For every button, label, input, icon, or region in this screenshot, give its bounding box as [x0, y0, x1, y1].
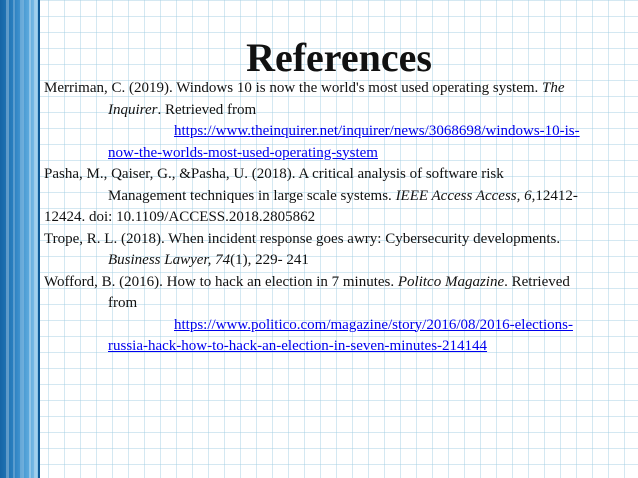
reference-journal: Inquirer	[108, 101, 158, 118]
reference-text: (1), 229- 241	[230, 252, 309, 268]
reference-text: Merriman, C. (2019). Windows 10 is now the world's most used operating system.	[44, 80, 543, 96]
band-stripe	[29, 0, 31, 478]
reference-journal: IEEE Access Access, 6	[395, 187, 532, 204]
reference-link-theinquirer-cont[interactable]: now-the-worlds-most-used-operating-system	[108, 144, 378, 161]
slide-title: References	[246, 35, 432, 80]
reference-text: . Retrieved from	[157, 101, 257, 118]
reference-trope-line1: Trope, R. L. (2018). When incident response goes awry: Cybersecurity developments.	[44, 230, 561, 247]
reference-journal: Politco Magazine	[397, 273, 505, 290]
reference-merriman-line2	[44, 100, 620, 122]
reference-pasha-line2	[44, 186, 620, 208]
reference-trope-line2	[44, 250, 620, 272]
reference-wofford-line1	[44, 272, 620, 294]
band-stripe	[34, 0, 37, 478]
reference-journal: Business Lawyer, 74	[108, 252, 231, 268]
reference-link-theinquirer[interactable]: https://www.theinquirer.net/inquirer/news/3068698/windows-10-is-	[174, 123, 580, 139]
reference-link-politico[interactable]: https://www.politico.com/magazine/story/2016/08/2016-elections-	[174, 316, 573, 333]
reference-text: Wofford, B. (2016). How to hack an election in 7 minutes.	[44, 273, 398, 290]
reference-pasha-line3: 12424. doi: 10.1109/ACCESS.2018.2805862	[44, 209, 316, 225]
reference-text: ,12412-	[531, 187, 578, 204]
band-stripe	[20, 0, 24, 478]
reference-journal: The	[542, 80, 565, 96]
reference-text: . Retrieved	[504, 273, 570, 290]
reference-link-politico-cont[interactable]: russia-hack-how-to-hack-an-election-in-seven-minutes-214144	[108, 338, 488, 354]
band-stripe	[13, 0, 15, 478]
left-decorative-band	[0, 0, 38, 478]
band-stripe	[6, 0, 9, 478]
reference-wofford-line2: from	[108, 295, 138, 311]
reference-pasha-line1: Pasha, M., Qaiser, G., &Pasha, U. (2018). A critical analysis of software risk	[44, 166, 504, 182]
references-list	[44, 78, 620, 358]
reference-text: Management techniques in large scale systems.	[108, 187, 396, 204]
reference-merriman-line1	[44, 78, 620, 100]
